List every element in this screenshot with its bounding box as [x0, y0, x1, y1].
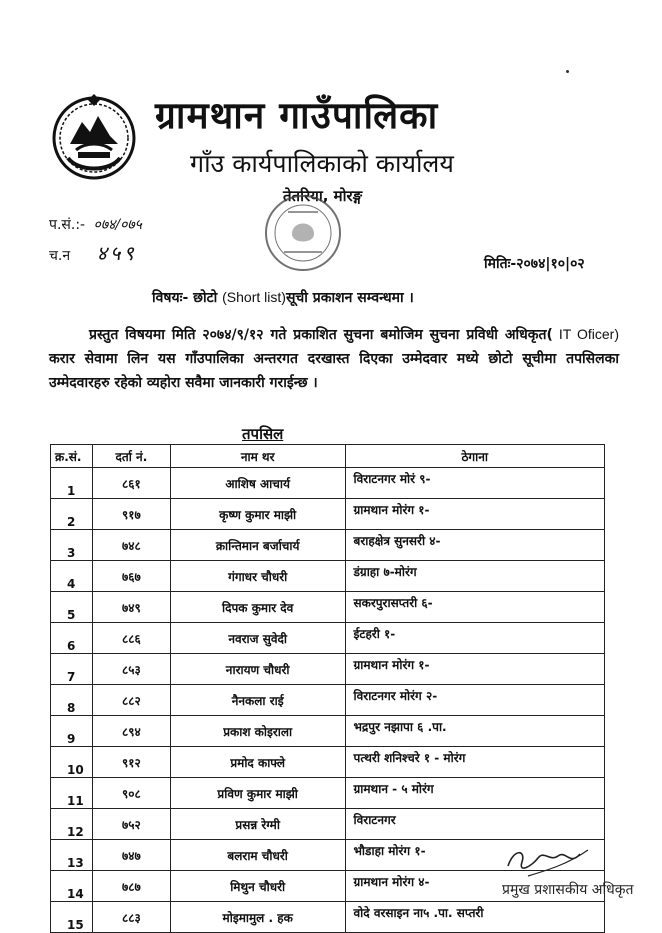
- table-row: [51, 747, 605, 778]
- reference-number: [49, 215, 142, 234]
- cell-address: विराटनगर मोरंग २-: [345, 685, 605, 716]
- cell-registration: ७४७: [92, 840, 170, 871]
- cell-registration: ९१७: [92, 499, 170, 530]
- dispatch-number: [49, 239, 137, 266]
- table-caption: तपसिल: [242, 425, 284, 443]
- table-row: [51, 685, 605, 716]
- signature-block: [488, 836, 658, 904]
- subject-label: विषयः-: [152, 290, 189, 306]
- cell-name: मोइमामुल . हक: [170, 902, 345, 933]
- nepal-emblem-icon: [48, 92, 140, 184]
- office-location: तेतरिया, मोरङ्ग: [283, 187, 363, 205]
- subject-line: [152, 288, 414, 307]
- table-row: [51, 561, 605, 592]
- cell-name: प्रमोद काफ्ले: [170, 747, 345, 778]
- cell-name: क्रान्तिमान बर्जाचार्य: [170, 530, 345, 561]
- notice-body-latin: IT Oficer): [552, 326, 620, 342]
- header-registration: दर्ता नं.: [92, 445, 170, 468]
- cell-address: विराटनगर मोरं ९-: [345, 468, 605, 499]
- signature-title: प्रमुख प्रशासकीय अधिकृत: [502, 882, 634, 898]
- cell-serial: 9: [51, 716, 93, 747]
- cell-address: ग्रामथान - ५ मोरंग: [345, 778, 605, 809]
- cell-registration: ८६१: [92, 468, 170, 499]
- cell-address: डंग्राहा ७-मोरंग: [345, 561, 605, 592]
- reference-value: ०७४/०७५: [93, 217, 142, 233]
- table-row: [51, 809, 605, 840]
- cell-address: ग्रामथान मोरंग ४-: [345, 871, 605, 902]
- municipality-title: ग्रामथान गाउँपालिका: [155, 94, 439, 137]
- cell-name: प्रसन्न रेग्मी: [170, 809, 345, 840]
- cell-registration: ९१२: [92, 747, 170, 778]
- header-serial: क्र.सं.: [51, 445, 93, 468]
- cell-address: भौडाहा मोरंग १-: [345, 840, 605, 871]
- cell-serial: 14: [51, 871, 93, 902]
- cell-name: कृष्ण कुमार माझी: [170, 499, 345, 530]
- cell-registration: ७५२: [92, 809, 170, 840]
- table-row: [51, 902, 605, 933]
- cell-registration: ८८२: [92, 685, 170, 716]
- cell-serial: 3: [51, 530, 93, 561]
- cell-registration: ८८३: [92, 902, 170, 933]
- cell-name: नवराज सुवेदी: [170, 623, 345, 654]
- letter-date: मितिः-२०७४|१०|०२: [484, 256, 585, 272]
- cell-address: सकरपुरासप्तरी ६-: [345, 592, 605, 623]
- cell-registration: ९०८: [92, 778, 170, 809]
- header-address: ठेगाना: [345, 445, 605, 468]
- table-header-row: [51, 445, 605, 468]
- cell-registration: ७४९: [92, 592, 170, 623]
- cell-address: भद्रपुर नझापा ६ .पा.: [345, 716, 605, 747]
- table-row: [51, 592, 605, 623]
- cell-address: ग्रामथान मोरंग १-: [345, 654, 605, 685]
- reference-label: प.सं.:-: [49, 217, 86, 233]
- office-subtitle: गाँउ कार्यपालिकाको कार्यालय: [190, 149, 454, 178]
- cell-name: नारायण चौधरी: [170, 654, 345, 685]
- cell-serial: 4: [51, 561, 93, 592]
- cell-serial: 15: [51, 902, 93, 933]
- cell-name: बलराम चौधरी: [170, 840, 345, 871]
- table-row: [51, 716, 605, 747]
- table-row: [51, 654, 605, 685]
- cell-address: ग्रामथान मोरंग १-: [345, 499, 605, 530]
- cell-address: ईटहरी १-: [345, 623, 605, 654]
- notice-body-part2: करार सेवामा लिन यस गाँउपालिका अन्तरगत दरखास्त दिएका उम्मेदवार मध्ये छोटो सूचीमा तपसिलका उम्मेदवारहरु रहेको व्यहोरा सवैमा जानकारी गराईन्छ ।: [49, 351, 619, 391]
- table-row: [51, 623, 605, 654]
- cell-serial: 5: [51, 592, 93, 623]
- cell-serial: 13: [51, 840, 93, 871]
- notice-body: [49, 322, 619, 395]
- cell-serial: 11: [51, 778, 93, 809]
- table-row: [51, 468, 605, 499]
- cell-address: विराटनगर: [345, 809, 605, 840]
- speck-mark: [566, 70, 569, 73]
- cell-registration: ७४८: [92, 530, 170, 561]
- cell-name: दिपक कुमार देव: [170, 592, 345, 623]
- dispatch-value: ४५९: [96, 241, 137, 265]
- cell-address: पत्थरी शनिश्चरे १ - मोरंग: [345, 747, 605, 778]
- cell-address: वोदे वरसाइन ना५ .पा. सप्तरी: [345, 902, 605, 933]
- subject-post: सूची प्रकाशन सम्वन्धमा ।: [285, 290, 414, 306]
- header-name: नाम थर: [170, 445, 345, 468]
- cell-name: आशिष आचार्य: [170, 468, 345, 499]
- cell-serial: 10: [51, 747, 93, 778]
- cell-serial: 7: [51, 654, 93, 685]
- cell-name: प्रविण कुमार माझी: [170, 778, 345, 809]
- cell-registration: ८८६: [92, 623, 170, 654]
- cell-registration: ७६७: [92, 561, 170, 592]
- cell-name: नैनकला राई: [170, 685, 345, 716]
- cell-address: बराहक्षेत्र सुनसरी ४-: [345, 530, 605, 561]
- cell-registration: ७८७: [92, 871, 170, 902]
- subject-latin: (Short list): [222, 289, 286, 305]
- cell-serial: 8: [51, 685, 93, 716]
- cell-name: मिथुन चौधरी: [170, 871, 345, 902]
- cell-serial: 12: [51, 809, 93, 840]
- subject-pre: छोटो: [193, 290, 218, 306]
- notice-body-part1: प्रस्तुत विषयमा मिति २०७४/९/१२ गते प्रकाशित सुचना बमोजिम सुचना प्रविधी अधिकृत(: [89, 327, 553, 343]
- cell-registration: ८५३: [92, 654, 170, 685]
- cell-registration: ८९४: [92, 716, 170, 747]
- cell-serial: 6: [51, 623, 93, 654]
- table-row: [51, 530, 605, 561]
- table-row: [51, 778, 605, 809]
- cell-name: प्रकाश कोइराला: [170, 716, 345, 747]
- office-stamp-icon: [262, 192, 344, 274]
- dispatch-label: च.न: [49, 248, 71, 264]
- cell-serial: 2: [51, 499, 93, 530]
- cell-serial: 1: [51, 468, 93, 499]
- table-row: [51, 499, 605, 530]
- cell-name: गंगाधर चौधरी: [170, 561, 345, 592]
